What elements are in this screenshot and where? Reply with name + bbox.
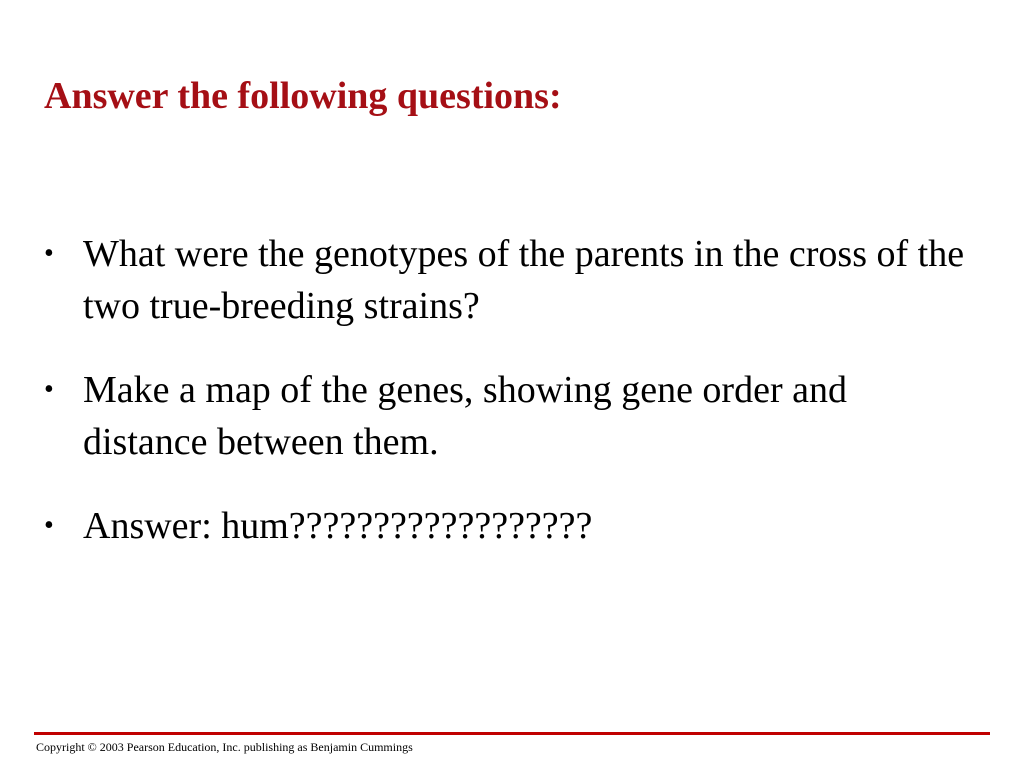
copyright-notice: Copyright © 2003 Pearson Education, Inc. publishing as Benjamin Cummings bbox=[36, 740, 413, 754]
bullet-list bbox=[44, 228, 974, 584]
bullet-text: Make a map of the genes, showing gene order and distance between them. bbox=[83, 369, 847, 463]
list-item bbox=[44, 364, 974, 468]
bullet-icon: • bbox=[44, 238, 54, 269]
bullet-text: What were the genotypes of the parents in the cross of the two true-breeding strains? bbox=[83, 233, 965, 327]
bullet-icon: • bbox=[44, 510, 54, 541]
list-item bbox=[44, 500, 974, 552]
list-item bbox=[44, 228, 974, 332]
footer-divider bbox=[34, 732, 990, 735]
bullet-text: Answer: hum?????????????????? bbox=[83, 505, 593, 547]
slide-title: Answer the following questions: bbox=[44, 75, 562, 117]
bullet-icon: • bbox=[44, 374, 54, 405]
